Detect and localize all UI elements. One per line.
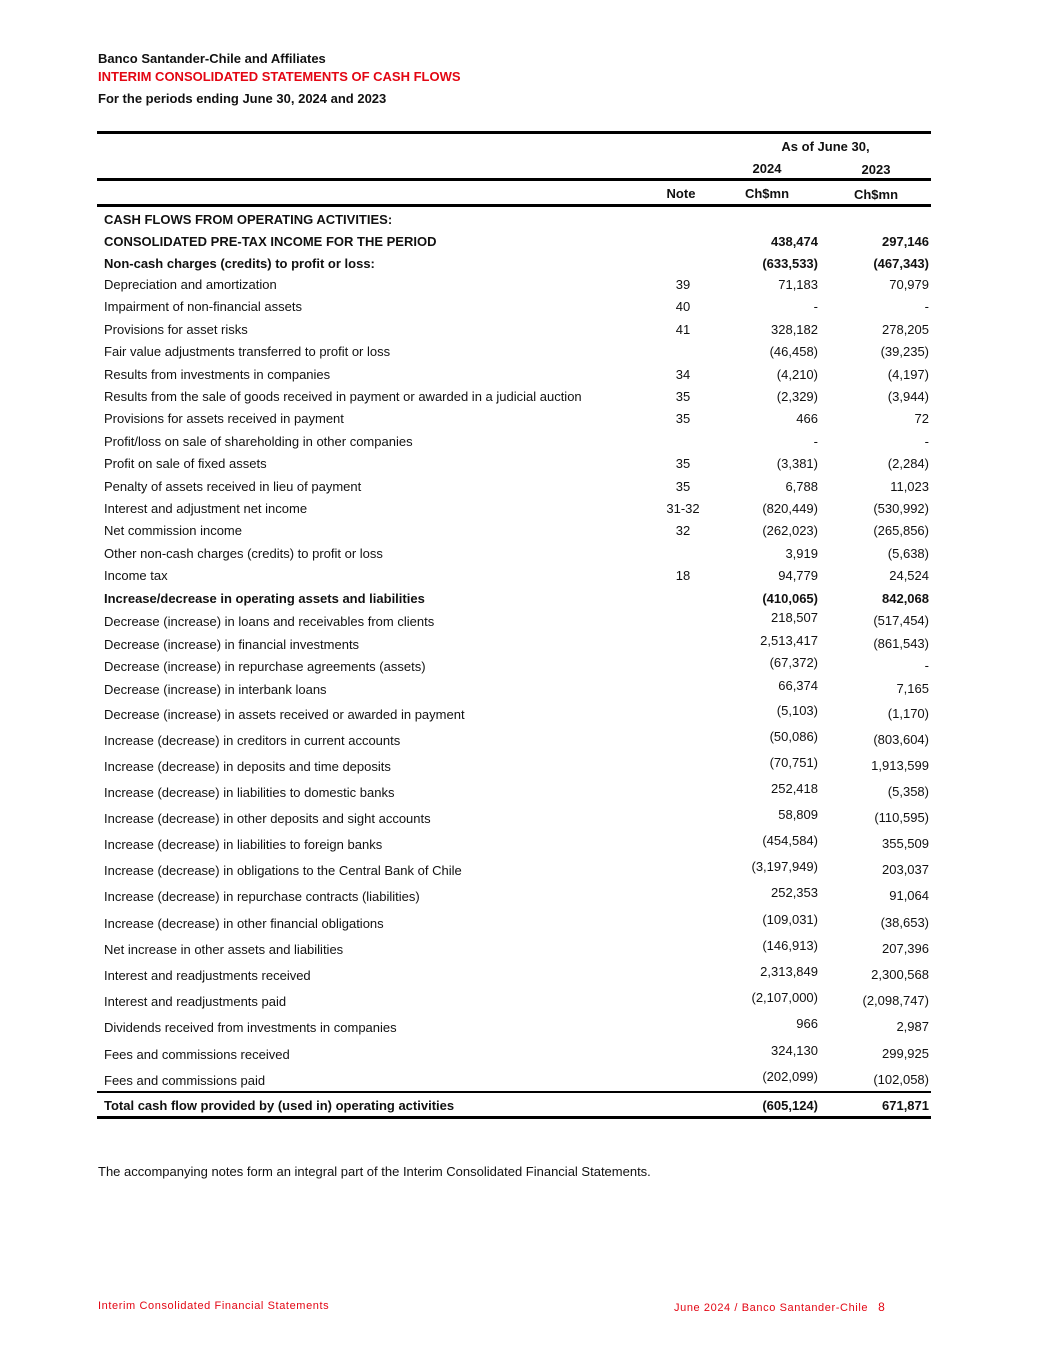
row-value-2023: (1,170) — [887, 706, 929, 721]
table-row — [97, 256, 931, 278]
row-label: Other non-cash charges (credits) to profit or loss — [104, 546, 383, 561]
row-value-2023: - — [924, 434, 929, 449]
row-label: Increase (decrease) in repurchase contracts (liabilities) — [104, 889, 420, 904]
row-value-2023: 278,205 — [882, 322, 929, 337]
row-value-2023: 1,913,599 — [871, 758, 929, 773]
row-value-2024: 466 — [796, 411, 818, 426]
row-label: Increase (decrease) in liabilities to domestic banks — [104, 785, 395, 800]
as-of-header: As of June 30, — [781, 139, 870, 154]
table-row — [97, 938, 931, 964]
table-row — [97, 678, 931, 704]
row-label: Results from investments in companies — [104, 367, 331, 382]
row-value-2024: - — [813, 434, 818, 449]
row-label: Increase (decrease) in other deposits and sight accounts — [104, 811, 431, 826]
table-row — [97, 755, 931, 781]
row-value-2023: 11,023 — [890, 479, 929, 494]
row-value-2024: 94,779 — [778, 568, 818, 583]
row-label: Decrease (increase) in assets received or awarded in payment — [104, 707, 465, 722]
statement-period: For the periods ending June 30, 2024 and 2023 — [98, 91, 387, 106]
row-value-2024: 252,418 — [771, 781, 818, 796]
row-value-2024: (2,329) — [776, 389, 818, 404]
row-value-2024: (410,065) — [762, 591, 818, 606]
company-name: Banco Santander-Chile and Affiliates — [98, 51, 326, 66]
row-label: Decrease (increase) in financial investments — [104, 637, 360, 652]
row-label: Net increase in other assets and liabilities — [104, 942, 344, 957]
statement-title: INTERIM CONSOLIDATED STATEMENTS OF CASH FLOWS — [98, 69, 461, 84]
row-value-2023: 203,037 — [882, 862, 929, 877]
row-label: Fees and commissions paid — [104, 1073, 266, 1088]
row-value-2024: (146,913) — [762, 938, 818, 953]
row-value-2023: (3,944) — [887, 389, 929, 404]
row-value-2023: 70,979 — [889, 277, 929, 292]
row-value-2023: 2,987 — [896, 1019, 929, 1034]
table-row — [97, 456, 931, 478]
row-value-2024: - — [813, 299, 818, 314]
row-label: Provisions for assets received in payment — [104, 411, 344, 426]
table-row — [97, 729, 931, 755]
row-value-2023: 299,925 — [882, 1046, 929, 1061]
table-row — [97, 212, 931, 234]
footer-right-text: June 2024 / Banco Santander-Chile — [674, 1302, 869, 1314]
currency-2024-header: Ch$mn — [744, 186, 790, 201]
row-note: 18 — [675, 568, 691, 583]
row-note: 35 — [675, 389, 691, 404]
year-2023-header: 2023 — [861, 162, 891, 177]
row-value-2024: (202,099) — [762, 1069, 818, 1084]
table-row — [97, 367, 931, 389]
row-value-2023: (4,197) — [887, 367, 929, 382]
note-column-header: Note — [666, 186, 696, 201]
footnote: The accompanying notes form an integral part of the Interim Consolidated Financial Statements. — [98, 1164, 651, 1179]
table-row — [97, 299, 931, 321]
row-value-2023: (39,235) — [880, 344, 929, 359]
row-value-2023: (467,343) — [873, 256, 929, 271]
row-label: Increase (decrease) in other financial obligations — [104, 916, 384, 931]
row-note: 35 — [675, 479, 691, 494]
row-note: 34 — [675, 367, 691, 382]
row-value-2024: (454,584) — [762, 833, 818, 848]
row-note: 40 — [675, 299, 691, 314]
row-value-2024: 66,374 — [778, 678, 818, 693]
currency-2023-header: Ch$mn — [853, 187, 899, 202]
row-value-2023: (5,638) — [887, 546, 929, 561]
row-label: Income tax — [104, 568, 168, 583]
row-value-2024: (3,197,949) — [751, 859, 818, 874]
row-label: Dividends received from investments in companies — [104, 1020, 397, 1035]
table-row — [97, 434, 931, 456]
row-label: Fair value adjustments transferred to profit or loss — [104, 344, 391, 359]
row-value-2023: 671,871 — [882, 1098, 929, 1113]
row-value-2024: 58,809 — [778, 807, 818, 822]
row-value-2024: 6,788 — [785, 479, 818, 494]
row-label: Increase (decrease) in obligations to the Central Bank of Chile — [104, 863, 462, 878]
row-value-2023: 91,064 — [889, 888, 929, 903]
row-value-2024: (262,023) — [762, 523, 818, 538]
row-value-2024: (46,458) — [769, 344, 818, 359]
row-value-2023: (38,653) — [880, 915, 929, 930]
row-note: 31-32 — [666, 501, 700, 516]
row-value-2023: (2,098,747) — [862, 993, 929, 1008]
table-row — [97, 964, 931, 990]
row-label: Provisions for asset risks — [104, 322, 248, 337]
row-value-2024: 966 — [796, 1016, 818, 1031]
row-value-2023: (5,358) — [887, 784, 929, 799]
row-label: Decrease (increase) in repurchase agreements (assets) — [104, 659, 426, 674]
year-2024-header: 2024 — [752, 161, 782, 176]
table-row — [97, 568, 931, 590]
row-value-2024: 438,474 — [771, 234, 818, 249]
row-value-2023: (2,284) — [887, 456, 929, 471]
row-label: Increase (decrease) in liabilities to foreign banks — [104, 837, 383, 852]
row-value-2024: (70,751) — [769, 755, 818, 770]
row-label: Penalty of assets received in lieu of payment — [104, 479, 362, 494]
row-value-2023: (517,454) — [873, 613, 929, 628]
row-value-2024: 3,919 — [785, 546, 818, 561]
row-note: 35 — [675, 456, 691, 471]
table-row — [97, 990, 931, 1016]
footer-right — [674, 1300, 885, 1314]
row-label: Increase/decrease in operating assets and liabilities — [104, 591, 425, 606]
row-value-2024: 324,130 — [771, 1043, 818, 1058]
row-value-2023: (530,992) — [873, 501, 929, 516]
table-row — [97, 703, 931, 729]
row-value-2023: 72 — [914, 411, 929, 426]
row-label: Profit on sale of fixed assets — [104, 456, 267, 471]
table-row — [97, 479, 931, 501]
row-label: Decrease (increase) in interbank loans — [104, 682, 327, 697]
row-value-2023: (861,543) — [873, 636, 929, 651]
table-row — [97, 1043, 931, 1069]
row-value-2023: (803,604) — [873, 732, 929, 747]
row-value-2024: (3,381) — [776, 456, 818, 471]
footer-left: Interim Consolidated Financial Statements — [98, 1300, 330, 1312]
table-row — [97, 234, 931, 256]
row-label: Impairment of non-financial assets — [104, 299, 302, 314]
row-value-2023: 842,068 — [882, 591, 929, 606]
row-label: Non-cash charges (credits) to profit or loss: — [104, 256, 375, 271]
table-row — [97, 344, 931, 366]
row-value-2023: (110,595) — [874, 810, 929, 825]
total-top-rule — [97, 1091, 931, 1093]
row-value-2023: 355,509 — [882, 836, 929, 851]
table-row — [97, 912, 931, 938]
table-row — [97, 546, 931, 568]
row-value-2023: 297,146 — [882, 234, 929, 249]
row-note: 39 — [675, 277, 691, 292]
row-value-2023: (265,856) — [873, 523, 929, 538]
row-value-2024: 2,313,849 — [760, 964, 818, 979]
row-value-2024: 2,513,417 — [760, 633, 818, 648]
row-value-2024: (2,107,000) — [751, 990, 818, 1005]
table-row — [97, 322, 931, 344]
row-value-2024: (5,103) — [776, 703, 818, 718]
table-row — [97, 389, 931, 411]
row-value-2023: 24,524 — [889, 568, 929, 583]
row-note: 32 — [675, 523, 691, 538]
row-value-2024: (633,533) — [762, 256, 818, 271]
row-note: 35 — [675, 411, 691, 426]
row-label: Decrease (increase) in loans and receivables from clients — [104, 614, 435, 629]
table-row — [97, 277, 931, 299]
row-label: Results from the sale of goods received in payment or awarded in a judicial auction — [104, 389, 582, 404]
table-row — [97, 833, 931, 859]
row-label: Profit/loss on sale of shareholding in other companies — [104, 434, 413, 449]
table-row — [97, 885, 931, 911]
total-bottom-rule — [97, 1116, 931, 1119]
table-row — [97, 781, 931, 807]
row-value-2023: (102,058) — [873, 1072, 929, 1087]
table-row — [97, 523, 931, 545]
row-value-2023: - — [924, 658, 929, 673]
table-row — [97, 859, 931, 885]
row-value-2023: 2,300,568 — [871, 967, 929, 982]
page-number: 8 — [878, 1300, 886, 1314]
row-value-2023: 207,396 — [882, 941, 929, 956]
row-value-2024: 252,353 — [771, 885, 818, 900]
row-note: 41 — [675, 322, 691, 337]
row-label: Interest and readjustments paid — [104, 994, 287, 1009]
row-label: CASH FLOWS FROM OPERATING ACTIVITIES: — [104, 212, 393, 227]
row-label: Net commission income — [104, 523, 242, 538]
table-row — [97, 1016, 931, 1042]
table-row — [97, 807, 931, 833]
row-value-2024: 71,183 — [778, 277, 818, 292]
row-label: Depreciation and amortization — [104, 277, 277, 292]
row-label: Interest and adjustment net income — [104, 501, 308, 516]
row-value-2024: (4,210) — [776, 367, 818, 382]
row-label: Fees and commissions received — [104, 1047, 290, 1062]
row-value-2024: 218,507 — [771, 610, 818, 625]
row-label: Total cash flow provided by (used in) operating activities — [104, 1098, 455, 1113]
row-value-2024: (50,086) — [769, 729, 818, 744]
row-value-2024: (67,372) — [769, 655, 818, 670]
row-label: Increase (decrease) in deposits and time deposits — [104, 759, 391, 774]
table-row — [97, 501, 931, 523]
row-label: Interest and readjustments received — [104, 968, 311, 983]
row-value-2024: (605,124) — [762, 1098, 818, 1113]
row-value-2024: (820,449) — [762, 501, 818, 516]
row-value-2023: 7,165 — [896, 681, 929, 696]
table-row — [97, 411, 931, 433]
row-value-2023: - — [924, 299, 929, 314]
row-value-2024: (109,031) — [762, 912, 818, 927]
row-label: Increase (decrease) in creditors in current accounts — [104, 733, 401, 748]
row-value-2024: 328,182 — [771, 322, 818, 337]
row-label: CONSOLIDATED PRE-TAX INCOME FOR THE PERIOD — [104, 234, 437, 249]
